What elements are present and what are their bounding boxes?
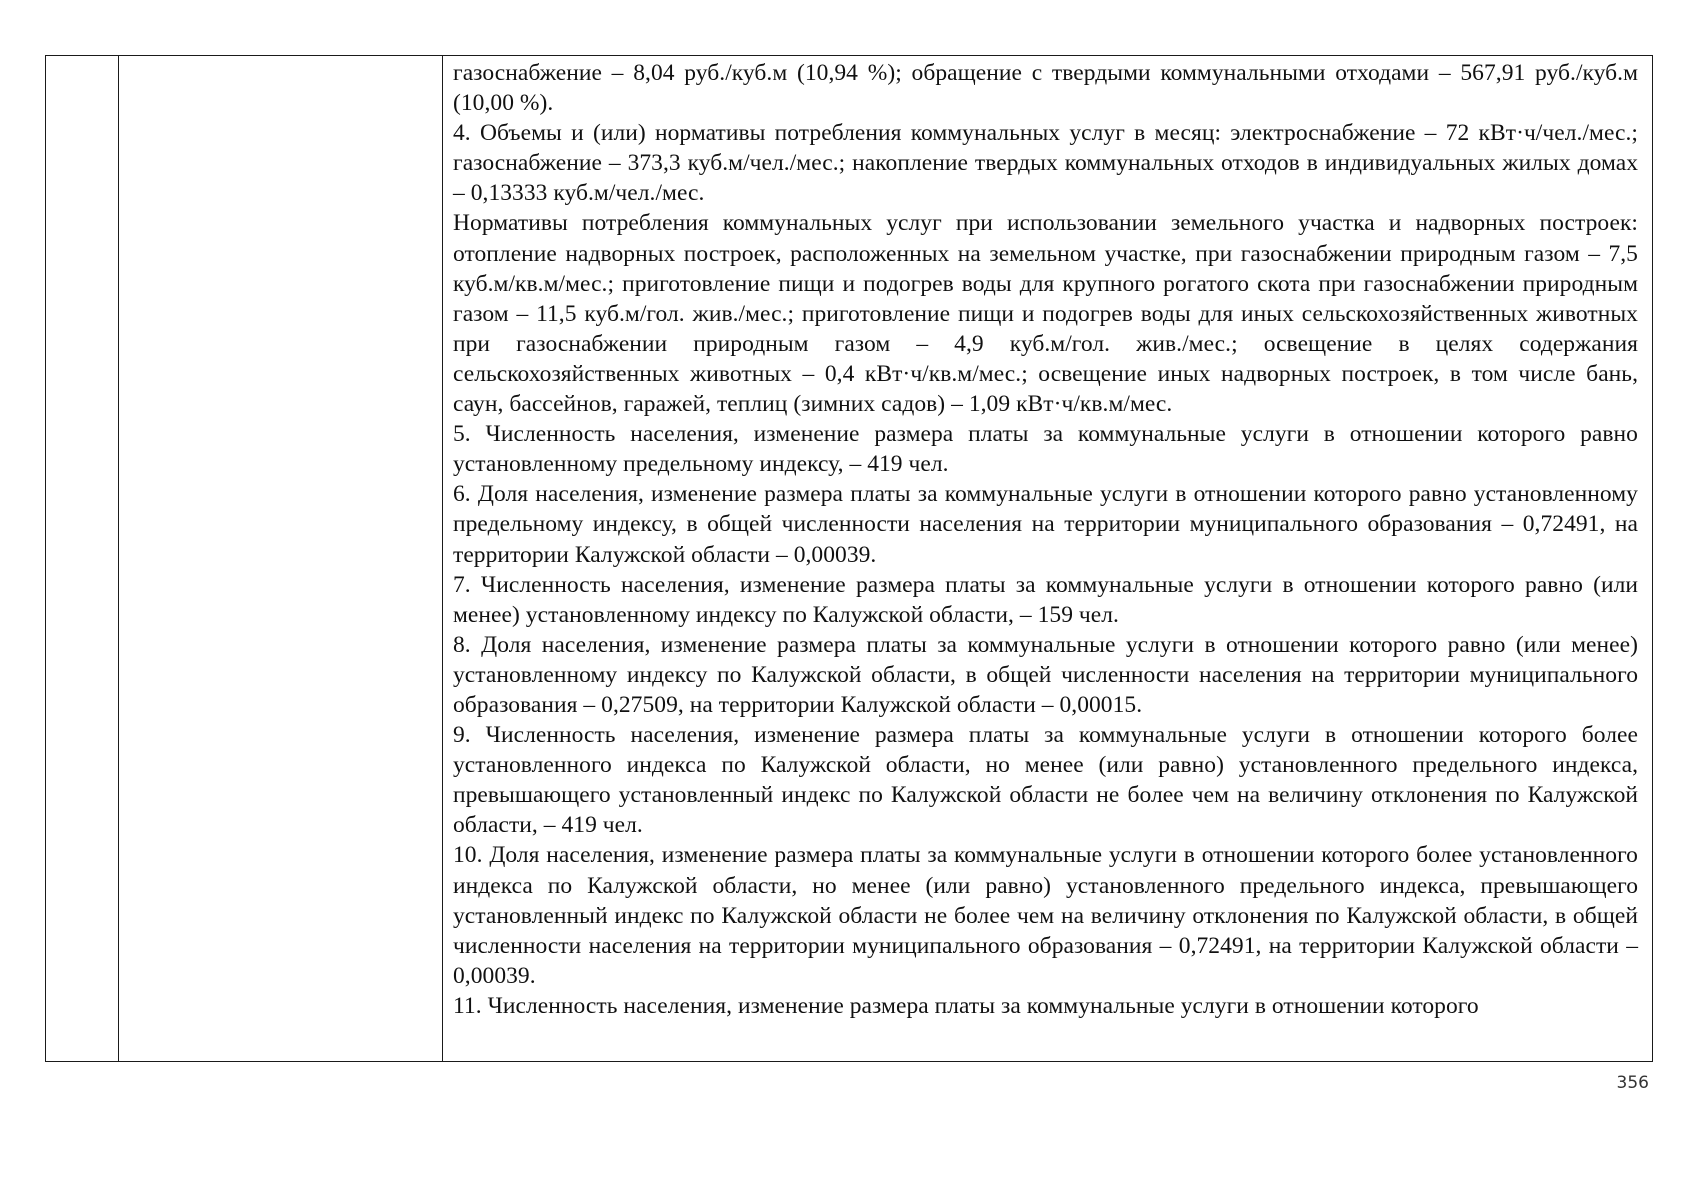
paragraph-item-11: 11. Численность населения, изменение размера платы за коммунальные услуги в отношении которого <box>453 992 1479 1019</box>
paragraph-item-7: 7. Численность населения, изменение размера платы за коммунальные услуги в отношении которого равно (или менее) установленному индексу по Калужской области, – 159 чел. <box>453 571 1638 628</box>
paragraph-item-5: 5. Численность населения, изменение размера платы за коммунальные услуги в отношении которого равно установленному предельному индексу, – 419 чел. <box>453 421 1638 478</box>
page-number: 356 <box>1616 1073 1649 1093</box>
paragraph-item-10: 10. Доля населения, изменение размера платы за коммунальные услуги в отношении которого более установленного индекса по Калужской области, но менее (или равно) установленного предельного индекса, превышающего установленный индекс по Калужской области не более чем на величину отклонения по Калужской области, в общей численности населения на территории муниципального образования – 0,72491, на территории Калужской области – 0,00039. <box>453 842 1638 989</box>
table-column-content <box>443 56 1652 1061</box>
paragraph-item-8: 8. Доля населения, изменение размера платы за коммунальные услуги в отношении которого равно (или менее) установленному индексу по Калужской области, в общей численности населения на территории муниципального образования – 0,27509, на территории Калужской области – 0,00015. <box>453 631 1638 718</box>
table-column-name <box>119 56 443 1061</box>
paragraph-item-4: 4. Объемы и (или) нормативы потребления коммунальных услуг в месяц: электроснабжение – 72 кВт·ч/чел./мес.; газоснабжение – 373,3 куб.м/чел./мес.; накопление твердых коммунальных отходов в индивидуальных жилых домах – 0,13333 куб.м/чел./мес. <box>453 120 1638 207</box>
paragraph-consumption-norms: Нормативы потребления коммунальных услуг при использовании земельного участка и надворных построек: отопление надворных построек, расположенных на земельном участке, при газоснабжении природным газом – 7,5 куб.м/кв.м/мес.; приготовление пищи и подогрев воды для крупного рогатого скота при газоснабжении природным газом – 11,5 куб.м/гол. жив./мес.; приготовление пищи и подогрев воды для иных сельскохозяйственных животных при газоснабжении природным газом – 4,9 куб.м/гол. жив./мес.; освещение в целях содержания сельскохозяйственных животных – 0,4 кВт·ч/кв.м/мес.; освещение иных надворных построек, в том числе бань, саун, бассейнов, гаражей, теплиц (зимних садов) – 1,09 кВт·ч/кв.м/мес. <box>453 210 1638 418</box>
document-table <box>45 55 1653 1062</box>
paragraph-gas-supply-tariff: газоснабжение – 8,04 руб./куб.м (10,94 %); обращение с твердыми коммунальными отходами – 567,91 руб./куб.м (10,00 %). <box>453 60 1638 117</box>
paragraph-item-6: 6. Доля населения, изменение размера платы за коммунальные услуги в отношении которого равно установленному предельному индексу, в общей численности населения на территории муниципального образования – 0,72491, на территории Калужской области – 0,00039. <box>453 481 1638 568</box>
table-column-number <box>46 56 119 1061</box>
paragraph-item-9: 9. Численность населения, изменение размера платы за коммунальные услуги в отношении которого более установленного индекса по Калужской области, но менее (или равно) установленного предельного индекса, превышающего установленный индекс по Калужской области не более чем на величину отклонения по Калужской области, – 419 чел. <box>453 722 1638 839</box>
